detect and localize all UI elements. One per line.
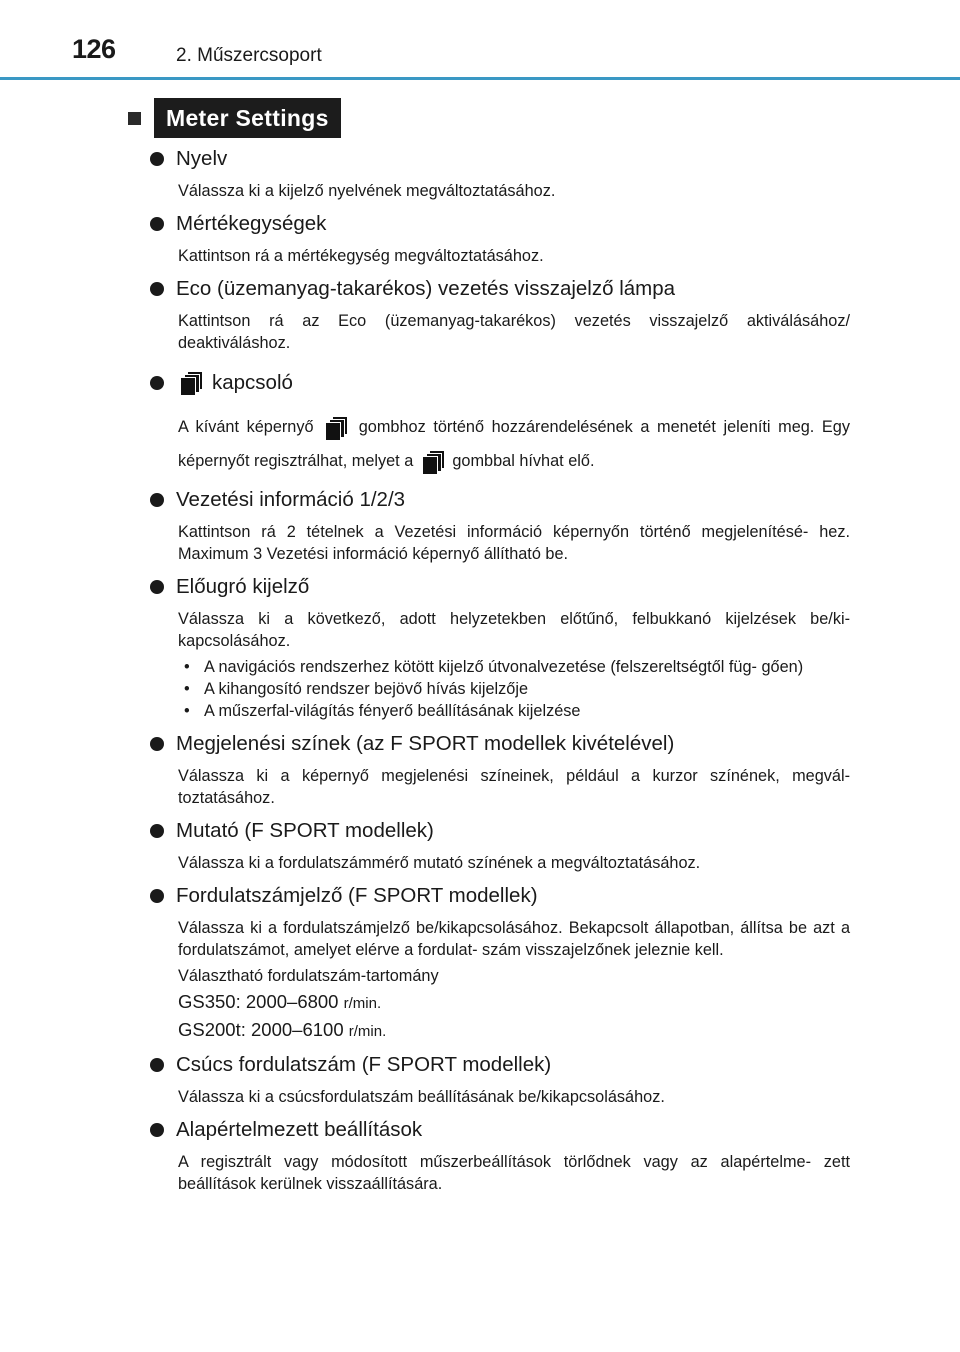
item-title: Nyelv xyxy=(176,147,228,170)
item-title: Mutató (F SPORT modellek) xyxy=(176,819,434,842)
chapter-title: 2. Műszercsoport xyxy=(176,45,322,66)
list-item xyxy=(150,146,850,202)
section-heading xyxy=(128,98,341,138)
section-title: Meter Settings xyxy=(154,98,341,138)
bullet-icon xyxy=(150,1123,164,1137)
screens-button-icon xyxy=(325,416,347,440)
list-item xyxy=(150,370,850,478)
list-item xyxy=(150,574,850,722)
item-description: gombhoz történő hozzárendelésének a menetét jeleníti meg. Egy képernyőt regisztrálhat, melyet a xyxy=(178,418,850,470)
square-bullet-icon xyxy=(128,112,141,125)
list-item xyxy=(150,883,850,1043)
item-description: Válassza ki a képernyő megjelenési színeinek, például a kurzor színének, megvál- toztatásához. xyxy=(178,767,850,807)
item-description: gombbal hívhat elő. xyxy=(452,452,595,470)
page-header xyxy=(0,0,960,80)
item-description: A regisztrált vagy módosított műszerbeállítások törlődnek vagy az alapértelme- zett beállítások kerülnek visszaállítására. xyxy=(178,1153,850,1193)
item-description: Válassza ki a fordulatszámmérő mutató színének a megváltoztatásához. xyxy=(178,854,701,872)
item-title: Alapértelmezett beállítások xyxy=(176,1118,423,1141)
header-divider xyxy=(0,77,960,80)
bullet-icon xyxy=(150,376,164,390)
list-item xyxy=(150,1117,850,1195)
bullet-icon xyxy=(150,282,164,296)
bullet-icon xyxy=(150,217,164,231)
item-title: Fordulatszámjelző (F SPORT modellek) xyxy=(176,884,538,907)
settings-list xyxy=(150,146,850,1204)
item-description: A kívánt képernyő xyxy=(178,418,314,436)
list-item xyxy=(150,276,850,354)
list-item xyxy=(150,487,850,565)
bullet-icon xyxy=(150,1058,164,1072)
item-description: Válassza ki a kijelző nyelvének megváltoztatásához. xyxy=(178,182,556,200)
bullet-icon xyxy=(150,152,164,166)
item-description: Válassza ki a csúcsfordulatszám beállításának be/kikapcsolásához. xyxy=(178,1088,665,1106)
sub-item: • A navigációs rendszerhez kötött kijelző útvonalvezetése (felszereltségtől füg- gően) xyxy=(184,658,804,676)
list-item xyxy=(150,731,850,809)
item-title: Eco (üzemanyag-takarékos) vezetés visszajelző lámpa xyxy=(176,277,676,300)
item-title: Megjelenési színek (az F SPORT modellek kivételével) xyxy=(176,732,675,755)
bullet-icon xyxy=(150,737,164,751)
bullet-icon xyxy=(150,493,164,507)
sub-item: • A műszerfal-világítás fényerő beállításának kijelzése xyxy=(184,702,581,720)
item-description: Választható fordulatszám-tartomány xyxy=(178,967,439,985)
rpm-range: GS200t: 2000–6100 r/min. xyxy=(178,1019,387,1040)
item-title: Csúcs fordulatszám (F SPORT modellek) xyxy=(176,1053,552,1076)
list-item xyxy=(150,211,850,267)
screens-button-icon xyxy=(422,450,444,474)
bullet-icon xyxy=(150,580,164,594)
item-description: Kattintson rá a mértékegység megváltoztatásához. xyxy=(178,247,544,265)
item-title: Előugró kijelző xyxy=(176,575,310,598)
list-item xyxy=(150,818,850,874)
item-description: Válassza ki a fordulatszámjelző be/kikapcsolásához. Bekapcsolt állapotban, állítsa be azt a fordulatszámot, amelyet elérve a fordulat- szám visszajelzőnek jeleznie kell. xyxy=(178,919,850,959)
page-number: 126 xyxy=(72,34,116,64)
item-title: kapcsoló xyxy=(212,371,293,394)
bullet-icon xyxy=(150,889,164,903)
item-title: Vezetési információ 1/2/3 xyxy=(176,488,406,511)
rpm-range: GS350: 2000–6800 r/min. xyxy=(178,991,382,1012)
item-description: Kattintson rá 2 tételnek a Vezetési információ képernyőn történő megjelenítésé- hez. Maximum 3 Vezetési információ képernyő állítható be. xyxy=(178,523,850,563)
bullet-icon xyxy=(150,824,164,838)
screens-button-icon xyxy=(180,371,202,395)
list-item xyxy=(150,1052,850,1108)
item-title: Mértékegységek xyxy=(176,212,327,235)
item-description: Kattintson rá az Eco (üzemanyag-takarékos) vezetés visszajelző aktiválásához/ deaktiváláshoz. xyxy=(178,312,850,352)
sub-item: • A kihangosító rendszer bejövő hívás kijelzője xyxy=(184,680,529,698)
item-description: Válassza ki a következő, adott helyzetekben előtűnő, felbukkanó kijelzések be/ki- kapcsolásához. xyxy=(178,610,850,650)
